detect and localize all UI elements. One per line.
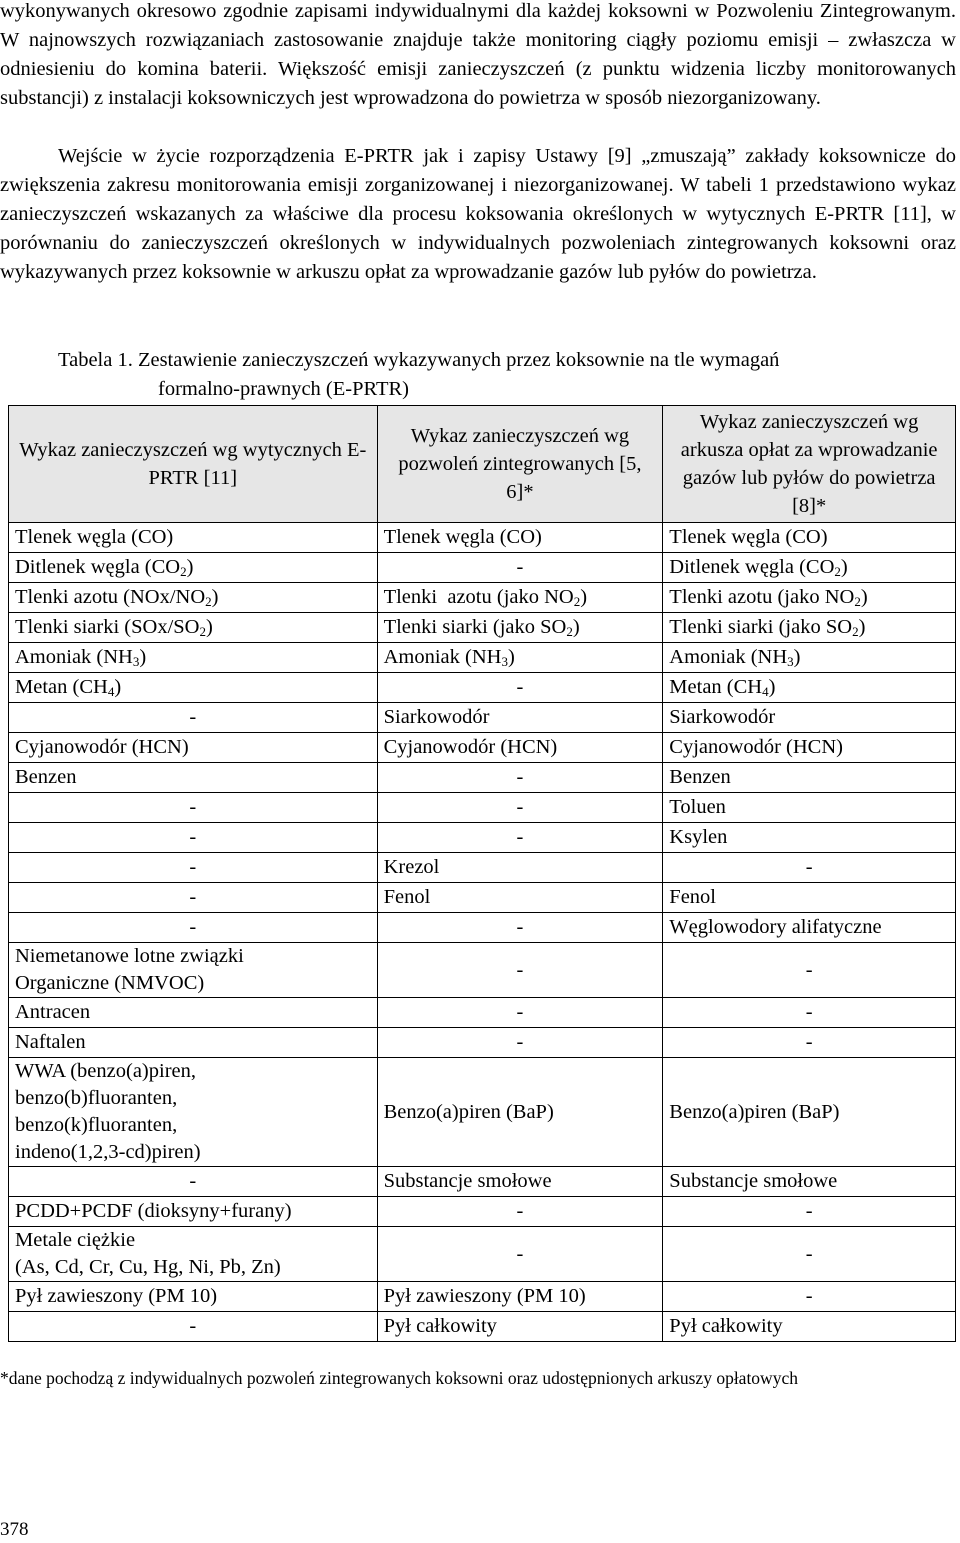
- table-row: [9, 643, 956, 673]
- table-cell: -: [663, 998, 956, 1028]
- table-cell: PCDD+PCDF (dioksyny+furany): [9, 1197, 378, 1227]
- table-cell: Fenol: [377, 883, 663, 913]
- table-cell: -: [377, 553, 663, 583]
- header-permits: Wykaz zanieczyszczeń wg pozwoleń zintegrowanych [5, 6]*: [377, 406, 663, 523]
- table-row: [9, 793, 956, 823]
- table-cell: Substancje smołowe: [377, 1167, 663, 1197]
- table-row: [9, 998, 956, 1028]
- header-fee-sheet: Wykaz zanieczyszczeń wg arkusza opłat za wprowadzanie gazów lub pyłów do powietrza [8]*: [663, 406, 956, 523]
- table-cell: Pył całkowity: [663, 1312, 956, 1342]
- table-cell: Amoniak $(NH_3)$: [663, 643, 956, 673]
- table-cell: -: [377, 943, 663, 998]
- table-cell: WWA (benzo(a)piren, benzo(b)fluoranten, benzo(k)fluoranten, indeno(1,2,3-cd)piren): [9, 1058, 378, 1167]
- table-cell: -: [9, 1312, 378, 1342]
- table-cell: -: [663, 1028, 956, 1058]
- table-cell: -: [663, 853, 956, 883]
- table-row: [9, 1028, 956, 1058]
- table-cell: Pył zawieszony (PM 10): [9, 1282, 378, 1312]
- table-footnote: *dane pochodzą z indywidualnych pozwoleń zintegrowanych koksowni oraz udostępnionych arkuszy opłatowych: [0, 1368, 798, 1388]
- table-cell: -: [9, 1167, 378, 1197]
- table-cell: Metan $(CH_4)$: [663, 673, 956, 703]
- table-row: [9, 1227, 956, 1282]
- table-cell: Amoniak $(NH_3)$: [9, 643, 378, 673]
- table-cell: Toluen: [663, 793, 956, 823]
- table-cell: -: [9, 823, 378, 853]
- table-cell: Siarkowodór: [377, 703, 663, 733]
- table-cell: Fenol: [663, 883, 956, 913]
- table-cell: Tlenek węgla (CO): [663, 523, 956, 553]
- table-cell: -: [9, 853, 378, 883]
- table-cell: -: [377, 673, 663, 703]
- table-row: [9, 763, 956, 793]
- table-cell: Tlenek węgla (CO): [377, 523, 663, 553]
- table-cell: Węglowodory alifatyczne: [663, 913, 956, 943]
- table-row: [9, 853, 956, 883]
- table-cell: Benzen: [9, 763, 378, 793]
- table-row: [9, 733, 956, 763]
- table-cell: -: [663, 1227, 956, 1282]
- table-cell: Metan $(CH_4)$: [9, 673, 378, 703]
- table-body: [9, 523, 956, 1342]
- table-row: [9, 1058, 956, 1167]
- table-cell: Niemetanowe lotne związki Organiczne (NMVOC): [9, 943, 378, 998]
- table-cell: Benzo(a)piren (BaP): [377, 1058, 663, 1167]
- table-cell: Pył całkowity: [377, 1312, 663, 1342]
- table-row: [9, 883, 956, 913]
- table-cell: Metale ciężkie (As, Cd, Cr, Cu, Hg, Ni, Pb, Zn): [9, 1227, 378, 1282]
- pollutants-table: [8, 405, 956, 1342]
- table-row: [9, 1167, 956, 1197]
- table-cell: Amoniak $(NH_3)$: [377, 643, 663, 673]
- table-cell: Tlenki siarki (jako $SO_2$): [663, 613, 956, 643]
- table-cell: -: [377, 793, 663, 823]
- table-cell: Siarkowodór: [663, 703, 956, 733]
- table-caption-line-1: Tabela 1. Zestawienie zanieczyszczeń wykazywanych przez koksownie na tle wymagań: [58, 349, 780, 371]
- table-cell: Benzen: [663, 763, 956, 793]
- table-cell: -: [9, 703, 378, 733]
- table-cell: -: [9, 913, 378, 943]
- table-cell: -: [377, 998, 663, 1028]
- table-caption-line-2: formalno-prawnych (E-PRTR): [158, 378, 409, 400]
- table-cell: Pył zawieszony (PM 10): [377, 1282, 663, 1312]
- table-row: [9, 673, 956, 703]
- table-row: [9, 583, 956, 613]
- header-eprtr: Wykaz zanieczyszczeń wg wytycznych E-PRTR [11]: [9, 406, 378, 523]
- table-cell: -: [9, 793, 378, 823]
- table-row: [9, 523, 956, 553]
- table-cell: Tlenki azotu $(NOx/NO_2)$: [9, 583, 378, 613]
- page-number: 378: [0, 1519, 29, 1540]
- table-cell: Ksylen: [663, 823, 956, 853]
- table-cell: Antracen: [9, 998, 378, 1028]
- table-cell: Cyjanowodór (HCN): [663, 733, 956, 763]
- table-cell: Cyjanowodór (HCN): [377, 733, 663, 763]
- table-row: [9, 553, 956, 583]
- paragraph-1: wykonywanych okresowo zgodnie zapisami indywidualnymi dla każdej koksowni w Pozwoleniu Zintegrowanym. W najnowszych rozwiązaniach zastosowanie znajduje także monitoring ciągły poziomu emisji – zwłaszcza w odniesieniu do komina baterii. Większość emisji zanieczyszczeń (z punktu widzenia liczby monitorowanych substancji) z instalacji koksowniczych jest wprowadzona do powietrza w sposób niezorganizowany.: [0, 0, 956, 109]
- table-cell: Cyjanowodór (HCN): [9, 733, 378, 763]
- table-cell: Tlenki siarki $(SOx/SO_2)$: [9, 613, 378, 643]
- table-cell: -: [663, 1282, 956, 1312]
- table-header-row: [9, 406, 956, 523]
- table-cell: Benzo(a)piren (BaP): [663, 1058, 956, 1167]
- table-cell: -: [663, 943, 956, 998]
- table-row: [9, 1197, 956, 1227]
- table-row: [9, 823, 956, 853]
- table-cell: -: [377, 1197, 663, 1227]
- table-cell: Tlenki azotu (jako $NO_2$): [663, 583, 956, 613]
- table-row: [9, 913, 956, 943]
- table-cell: -: [663, 1197, 956, 1227]
- table-cell: Ditlenek węgla $(CO_2)$: [663, 553, 956, 583]
- table-cell: -: [377, 763, 663, 793]
- table-cell: Tlenki siarki (jako $SO_2$): [377, 613, 663, 643]
- table-cell: -: [9, 883, 378, 913]
- table-row: [9, 943, 956, 998]
- paragraph-2: Wejście w życie rozporządzenia E-PRTR jak i zapisy Ustawy [9] „zmuszają” zakłady koksownicze do zwiększenia zakresu monitorowania emisji zorganizowanej i niezorganizowanej. W tabeli 1 przedstawiono wykaz zanieczyszczeń wskazanych za właściwe dla procesu koksowania określonych w wytycznych E-PRTR [11], w porównaniu do zanieczyszczeń określonych w indywidualnych pozwoleniach zintegrowanych koksowni oraz wykazywanych przez koksownie w arkuszu opłat za wprowadzanie gazów lub pyłów do powietrza.: [0, 145, 956, 283]
- table-caption: [58, 346, 779, 404]
- table-cell: -: [377, 823, 663, 853]
- table-row: [9, 1312, 956, 1342]
- table-cell: Tlenek węgla (CO): [9, 523, 378, 553]
- table-cell: Krezol: [377, 853, 663, 883]
- table-cell: Substancje smołowe: [663, 1167, 956, 1197]
- table-cell: -: [377, 1227, 663, 1282]
- table-cell: Naftalen: [9, 1028, 378, 1058]
- table-cell: -: [377, 913, 663, 943]
- table-cell: -: [377, 1028, 663, 1058]
- table-cell: Tlenki azotu (jako $NO_2$): [377, 583, 663, 613]
- table-row: [9, 1282, 956, 1312]
- table-row: [9, 703, 956, 733]
- table-cell: Ditlenek węgla $(CO_2)$: [9, 553, 378, 583]
- table-row: [9, 613, 956, 643]
